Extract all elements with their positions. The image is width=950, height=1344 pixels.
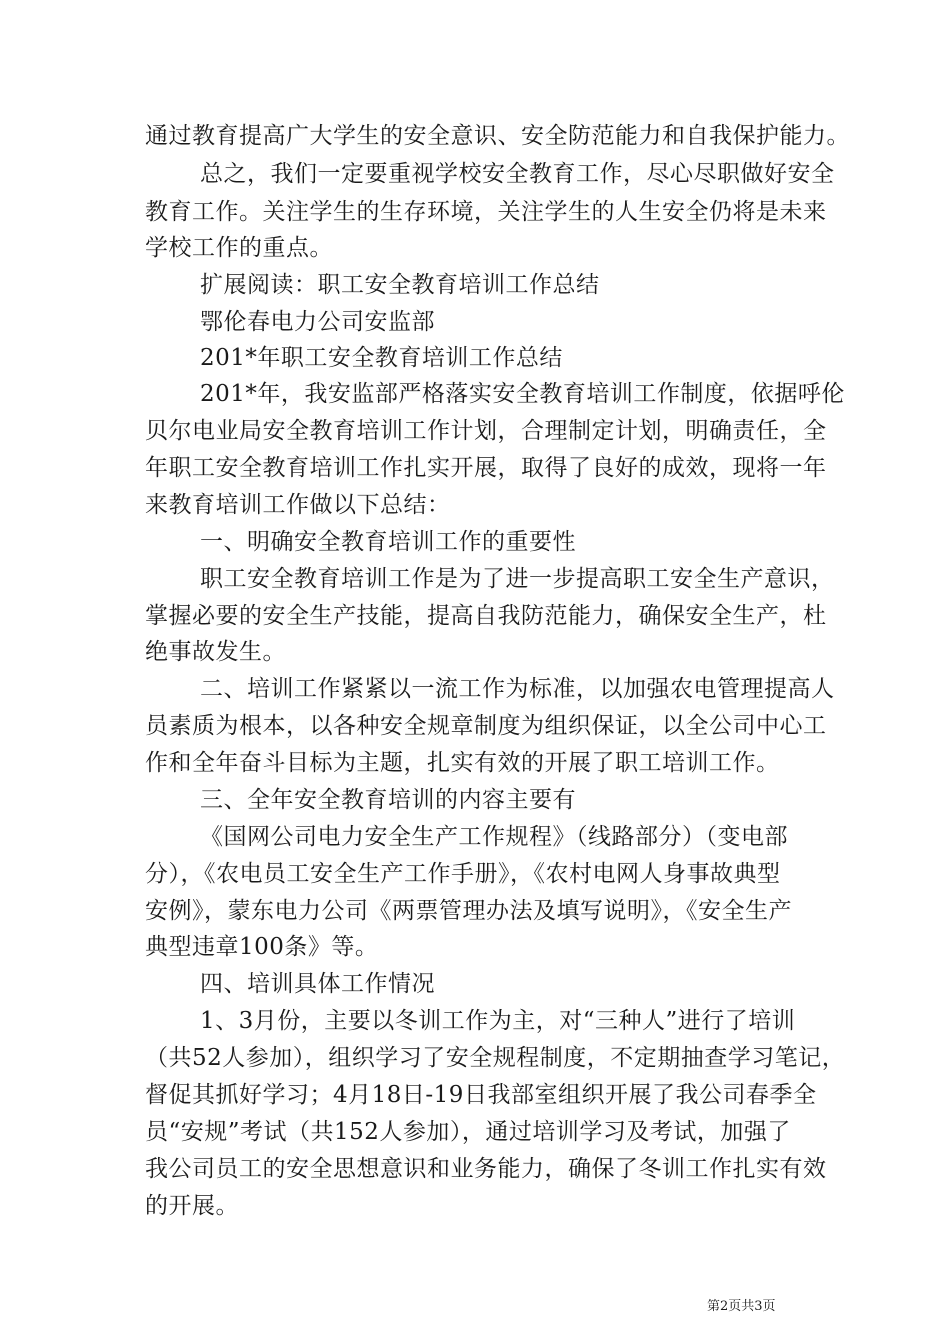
text-line: 1、3月份，主要以冬训工作为主，对“三种人”进行了培训	[200, 1008, 796, 1034]
text-line: 安例》，蒙东电力公司《两票管理办法及填写说明》，《安全生产	[145, 898, 792, 924]
document-title: 201*年职工安全教育培训工作总结	[200, 345, 563, 371]
section-heading: 扩展阅读：职工安全教育培训工作总结	[200, 272, 600, 298]
page-number-footer: 第2页共3页	[707, 1299, 776, 1314]
text-line: 总之，我们一定要重视学校安全教育工作，尽心尽职做好安全	[200, 161, 835, 187]
section-heading: 三、全年安全教育培训的内容主要有	[200, 787, 576, 813]
text-line: 来教育培训工作做以下总结：	[145, 492, 451, 518]
text-line: 通过教育提高广大学生的安全意识、安全防范能力和自我保护能力。	[145, 123, 850, 149]
text-line: 教育工作。关注学生的生存环境，关注学生的人生安全仍将是未来	[145, 199, 827, 225]
text-line: 绝事故发生。	[145, 639, 286, 665]
text-line: 我公司员工的安全思想意识和业务能力，确保了冬训工作扎实有效	[145, 1156, 827, 1182]
text-line: 年职工安全教育培训工作扎实开展，取得了良好的成效，现将一年	[145, 455, 827, 481]
text-line: 鄂伦春电力公司安监部	[200, 309, 435, 335]
text-line: 职工安全教育培训工作是为了进一步提高职工安全生产意识，	[200, 566, 835, 592]
section-heading: 二、培训工作紧紧以一流工作为标准，以加强农电管理提高人	[200, 676, 835, 702]
text-line: 督促其抓好学习；4月18日-19日我部室组织开展了我公司春季全	[145, 1082, 817, 1108]
text-line: 201*年，我安监部严格落实安全教育培训工作制度，依据呼伦	[200, 381, 845, 407]
text-line: 《国网公司电力安全生产工作规程》（线路部分）（变电部	[200, 824, 788, 850]
text-line: 作和全年奋斗目标为主题，扎实有效的开展了职工培训工作。	[145, 750, 780, 776]
text-line: 的开展。	[145, 1193, 239, 1219]
text-line: 典型违章100条》等。	[145, 934, 379, 960]
section-heading: 四、培训具体工作情况	[200, 971, 435, 997]
text-line: 掌握必要的安全生产技能，提高自我防范能力，确保安全生产，杜	[145, 603, 827, 629]
text-line: 学校工作的重点。	[145, 235, 333, 261]
text-line: 员“安规”考试（共152人参加），通过培训学习及考试，加强了	[145, 1119, 791, 1145]
text-line: 员素质为根本，以各种安全规章制度为组织保证，以全公司中心工	[145, 713, 827, 739]
text-line: 贝尔电业局安全教育培训工作计划，合理制定计划，明确责任，全	[145, 418, 827, 444]
section-heading: 一、明确安全教育培训工作的重要性	[200, 529, 576, 555]
text-line: （共52人参加），组织学习了安全规程制度，不定期抽查学习笔记，	[145, 1045, 846, 1071]
text-line: 分），《农电员工安全生产工作手册》，《农村电网人身事故典型	[145, 861, 781, 887]
